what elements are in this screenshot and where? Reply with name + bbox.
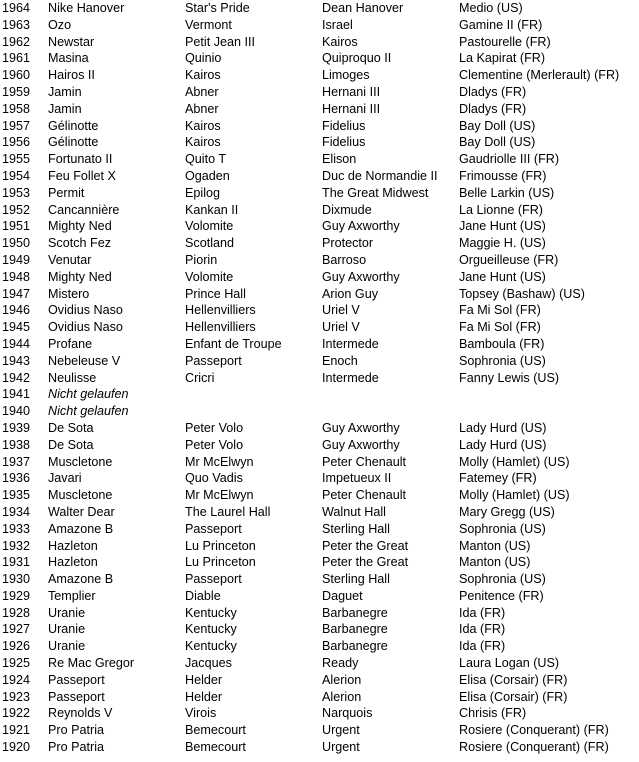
- dam-cell: Hernani III: [322, 101, 381, 116]
- damsire-cell: Bay Doll (US): [459, 118, 536, 133]
- dam-cell: Intermede: [322, 336, 379, 351]
- table-row: [2, 269, 639, 286]
- table-row: [2, 353, 639, 370]
- dam-cell: Arion Guy: [322, 286, 378, 301]
- sire-cell: Enfant de Troupe: [185, 336, 282, 351]
- dam-cell: Peter Chenault: [322, 454, 407, 469]
- winner-cell: Mistero: [48, 286, 90, 301]
- table-row: [2, 437, 639, 454]
- year-cell: 1955: [2, 152, 31, 167]
- sire-cell: Bemecourt: [185, 740, 246, 755]
- dam-cell: Peter the Great: [322, 555, 409, 570]
- dam-cell: Guy Axworthy: [322, 219, 400, 234]
- sire-cell: [185, 403, 322, 420]
- sire-cell: Prince Hall: [185, 286, 246, 301]
- winner-cell: Neulisse: [48, 370, 97, 385]
- dam-cell: Guy Axworthy: [322, 437, 400, 452]
- sire-cell: Kairos: [185, 68, 221, 83]
- damsire-cell: Rosiere (Conquerant) (FR): [459, 723, 609, 738]
- winner-cell: Profane: [48, 336, 93, 351]
- year-cell: 1958: [2, 101, 31, 116]
- table-row: [2, 386, 639, 403]
- dam-cell: Fidelius: [322, 135, 366, 150]
- winners-table: [2, 0, 639, 756]
- table-row: [2, 638, 639, 655]
- winner-cell: Mighty Ned: [48, 269, 112, 284]
- dam-cell: Sterling Hall: [322, 572, 390, 587]
- table-row: [2, 319, 639, 336]
- table-row: [2, 67, 639, 84]
- year-cell: 1930: [2, 572, 31, 587]
- sire-cell: Peter Volo: [185, 437, 244, 452]
- sire-cell: Virois: [185, 706, 217, 721]
- damsire-cell: Frimousse (FR): [459, 168, 547, 183]
- dam-cell: Barroso: [322, 252, 367, 267]
- winner-cell: Walter Dear: [48, 504, 115, 519]
- table-row: [2, 538, 639, 555]
- damsire-cell: Maggie H. (US): [459, 236, 546, 251]
- sire-cell: Passeport: [185, 521, 242, 536]
- dam-cell: Duc de Normandie II: [322, 168, 438, 183]
- damsire-cell: Lady Hurd (US): [459, 437, 547, 452]
- table-row: [2, 722, 639, 739]
- winner-cell: Hazleton: [48, 538, 98, 553]
- year-cell: 1960: [2, 68, 31, 83]
- winner-cell: Gélinotte: [48, 118, 99, 133]
- damsire-cell: Manton (US): [459, 555, 531, 570]
- sire-cell: Cricri: [185, 370, 215, 385]
- sire-cell: Mr McElwyn: [185, 488, 254, 503]
- dam-cell: Barbanegre: [322, 639, 388, 654]
- year-cell: 1935: [2, 488, 31, 503]
- damsire-cell: Fatemey (FR): [459, 471, 537, 486]
- table-row: [2, 705, 639, 722]
- table-row: [2, 403, 639, 420]
- damsire-cell: Chrisis (FR): [459, 706, 527, 721]
- year-cell: 1942: [2, 370, 31, 385]
- winner-cell: Nicht gelaufen: [48, 387, 129, 402]
- damsire-cell: Medio (US): [459, 1, 523, 15]
- sire-cell: Kentucky: [185, 605, 237, 620]
- winner-cell: Masina: [48, 51, 89, 66]
- year-cell: 1923: [2, 689, 31, 704]
- sire-cell: Bemecourt: [185, 723, 246, 738]
- sire-cell: The Laurel Hall: [185, 504, 271, 519]
- damsire-cell: Topsey (Bashaw) (US): [459, 286, 585, 301]
- winner-cell: Ozo: [48, 17, 72, 32]
- winner-cell: Scotch Fez: [48, 236, 111, 251]
- damsire-cell: Pastourelle (FR): [459, 34, 551, 49]
- sire-cell: Kairos: [185, 135, 221, 150]
- sire-cell: Ogaden: [185, 168, 230, 183]
- damsire-cell: Lady Hurd (US): [459, 420, 547, 435]
- table-row: [2, 84, 639, 101]
- table-row: [2, 420, 639, 437]
- damsire-cell: Jane Hunt (US): [459, 219, 546, 234]
- sire-cell: [185, 386, 322, 403]
- dam-cell: Narquois: [322, 706, 373, 721]
- table-row: [2, 621, 639, 638]
- damsire-cell: Sophronia (US): [459, 521, 546, 536]
- sire-cell: Hellenvilliers: [185, 320, 256, 335]
- damsire-cell: Sophronia (US): [459, 353, 546, 368]
- sire-cell: Mr McElwyn: [185, 454, 254, 469]
- year-cell: 1947: [2, 286, 31, 301]
- year-cell: 1962: [2, 34, 31, 49]
- year-cell: 1934: [2, 504, 31, 519]
- winner-cell: Gélinotte: [48, 135, 99, 150]
- dam-cell: The Great Midwest: [322, 185, 429, 200]
- dam-cell: Urgent: [322, 723, 360, 738]
- winner-cell: Cancannière: [48, 202, 120, 217]
- winner-cell: Amazone B: [48, 521, 114, 536]
- dam-cell: Enoch: [322, 353, 358, 368]
- winner-cell: Ovidius Naso: [48, 303, 123, 318]
- table-row: [2, 571, 639, 588]
- winner-cell: Venutar: [48, 252, 92, 267]
- dam-cell: Quiproquo II: [322, 51, 392, 66]
- dam-cell: Alerion: [322, 672, 362, 687]
- table-row: [2, 252, 639, 269]
- damsire-cell: La Lionne (FR): [459, 202, 543, 217]
- dam-cell: Barbanegre: [322, 622, 388, 637]
- sire-cell: Petit Jean III: [185, 34, 256, 49]
- winner-cell: Muscletone: [48, 454, 113, 469]
- table-row: [2, 302, 639, 319]
- damsire-cell: Laura Logan (US): [459, 656, 560, 671]
- damsire-cell: Manton (US): [459, 538, 531, 553]
- year-cell: 1945: [2, 320, 31, 335]
- year-cell: 1944: [2, 336, 31, 351]
- sire-cell: Quito T: [185, 152, 227, 167]
- sire-cell: Abner: [185, 101, 219, 116]
- winner-cell: Jamin: [48, 101, 82, 116]
- year-cell: 1927: [2, 622, 31, 637]
- year-cell: 1938: [2, 437, 31, 452]
- table-row: [2, 655, 639, 672]
- table-row: [2, 672, 639, 689]
- sire-cell: Lu Princeton: [185, 538, 256, 553]
- winner-cell: Uranie: [48, 639, 86, 654]
- year-cell: 1928: [2, 605, 31, 620]
- table-row: [2, 34, 639, 51]
- year-cell: 1936: [2, 471, 31, 486]
- sire-cell: Peter Volo: [185, 420, 244, 435]
- winner-cell: Newstar: [48, 34, 95, 49]
- table-row: [2, 101, 639, 118]
- dam-cell: Dean Hanover: [322, 1, 404, 15]
- table-row: [2, 17, 639, 34]
- sire-cell: Epilog: [185, 185, 221, 200]
- winner-cell: Passeport: [48, 689, 105, 704]
- table-row: [2, 470, 639, 487]
- damsire-cell: Dladys (FR): [459, 84, 527, 99]
- table-row: [2, 202, 639, 219]
- table-row: [2, 689, 639, 706]
- damsire-cell: [459, 386, 639, 403]
- damsire-cell: Clementine (Merlerault) (FR): [459, 68, 620, 83]
- table-row: [2, 454, 639, 471]
- winner-cell: Javari: [48, 471, 82, 486]
- year-cell: 1939: [2, 420, 31, 435]
- winner-cell: Reynolds V: [48, 706, 113, 721]
- table-row: [2, 134, 639, 151]
- dam-cell: Intermede: [322, 370, 379, 385]
- damsire-cell: Gaudriolle III (FR): [459, 152, 560, 167]
- year-cell: 1940: [2, 404, 31, 419]
- damsire-cell: [459, 403, 639, 420]
- table-row: [2, 554, 639, 571]
- table-row: [2, 739, 639, 756]
- winner-cell: Nike Hanover: [48, 1, 125, 15]
- dam-cell: Uriel V: [322, 320, 360, 335]
- dam-cell: Elison: [322, 152, 357, 167]
- dam-cell: Peter Chenault: [322, 488, 407, 503]
- table-row: [2, 235, 639, 252]
- table-row: [2, 168, 639, 185]
- sire-cell: Kairos: [185, 118, 221, 133]
- damsire-cell: Bay Doll (US): [459, 135, 536, 150]
- sire-cell: Lu Princeton: [185, 555, 256, 570]
- damsire-cell: Orgueilleuse (FR): [459, 252, 559, 267]
- sire-cell: Helder: [185, 689, 223, 704]
- table-row: [2, 185, 639, 202]
- damsire-cell: Belle Larkin (US): [459, 185, 555, 200]
- year-cell: 1951: [2, 219, 31, 234]
- year-cell: 1946: [2, 303, 31, 318]
- sire-cell: Diable: [185, 588, 221, 603]
- dam-cell: Israel: [322, 17, 353, 32]
- damsire-cell: Gamine II (FR): [459, 17, 543, 32]
- sire-cell: Vermont: [185, 17, 232, 32]
- winner-cell: Hairos II: [48, 68, 95, 83]
- table-row: [2, 588, 639, 605]
- sire-cell: Quo Vadis: [185, 471, 243, 486]
- year-cell: 1941: [2, 387, 31, 402]
- year-cell: 1950: [2, 236, 31, 251]
- sire-cell: Volomite: [185, 219, 234, 234]
- year-cell: 1964: [2, 1, 31, 15]
- winner-cell: Templier: [48, 588, 96, 603]
- sire-cell: Kankan II: [185, 202, 239, 217]
- sire-cell: Hellenvilliers: [185, 303, 256, 318]
- winners-table-body: [2, 0, 639, 756]
- winner-cell: De Sota: [48, 437, 94, 452]
- damsire-cell: Bamboula (FR): [459, 336, 545, 351]
- table-row: [2, 521, 639, 538]
- damsire-cell: Molly (Hamlet) (US): [459, 454, 570, 469]
- year-cell: 1952: [2, 202, 31, 217]
- winner-cell: Permit: [48, 185, 85, 200]
- year-cell: 1948: [2, 269, 31, 284]
- table-row: [2, 286, 639, 303]
- year-cell: 1932: [2, 538, 31, 553]
- year-cell: 1924: [2, 672, 31, 687]
- winner-cell: Uranie: [48, 605, 86, 620]
- dam-cell: Protector: [322, 236, 374, 251]
- sire-cell: Scotland: [185, 236, 235, 251]
- sire-cell: Kentucky: [185, 622, 237, 637]
- dam-cell: Fidelius: [322, 118, 366, 133]
- sire-cell: Piorin: [185, 252, 218, 267]
- damsire-cell: La Kapirat (FR): [459, 51, 546, 66]
- damsire-cell: Mary Gregg (US): [459, 504, 555, 519]
- sire-cell: Volomite: [185, 269, 234, 284]
- winner-cell: De Sota: [48, 420, 94, 435]
- year-cell: 1963: [2, 17, 31, 32]
- table-row: [2, 370, 639, 387]
- year-cell: 1931: [2, 555, 31, 570]
- table-row: [2, 487, 639, 504]
- year-cell: 1933: [2, 521, 31, 536]
- sire-cell: Passeport: [185, 572, 242, 587]
- winner-cell: Nicht gelaufen: [48, 404, 129, 419]
- damsire-cell: Ida (FR): [459, 639, 506, 654]
- dam-cell: Limoges: [322, 68, 370, 83]
- winner-cell: Nebeleuse V: [48, 353, 121, 368]
- sire-cell: Jacques: [185, 656, 232, 671]
- year-cell: 1961: [2, 51, 31, 66]
- table-row: [2, 336, 639, 353]
- winner-cell: Amazone B: [48, 572, 114, 587]
- year-cell: 1957: [2, 118, 31, 133]
- damsire-cell: Jane Hunt (US): [459, 269, 546, 284]
- winner-cell: Passeport: [48, 672, 105, 687]
- dam-cell: Walnut Hall: [322, 504, 386, 519]
- year-cell: 1949: [2, 252, 31, 267]
- dam-cell: Impetueux II: [322, 471, 392, 486]
- winner-cell: Re Mac Gregor: [48, 656, 135, 671]
- dam-cell: Hernani III: [322, 84, 381, 99]
- dam-cell: Uriel V: [322, 303, 360, 318]
- year-cell: 1943: [2, 353, 31, 368]
- table-row: [2, 118, 639, 135]
- winner-cell: Pro Patria: [48, 723, 104, 738]
- dam-cell: Urgent: [322, 740, 360, 755]
- dam-cell: Sterling Hall: [322, 521, 390, 536]
- damsire-cell: Sophronia (US): [459, 572, 546, 587]
- damsire-cell: Dladys (FR): [459, 101, 527, 116]
- sire-cell: Star's Pride: [185, 1, 250, 15]
- table-row: [2, 504, 639, 521]
- table-row: [2, 50, 639, 67]
- dam-cell: [322, 403, 459, 420]
- damsire-cell: Ida (FR): [459, 605, 506, 620]
- damsire-cell: Rosiere (Conquerant) (FR): [459, 740, 609, 755]
- winner-cell: Jamin: [48, 84, 82, 99]
- damsire-cell: Fanny Lewis (US): [459, 370, 560, 385]
- damsire-cell: Fa Mi Sol (FR): [459, 320, 541, 335]
- table-row: [2, 218, 639, 235]
- dam-cell: Kairos: [322, 34, 358, 49]
- winner-cell: Pro Patria: [48, 740, 104, 755]
- winner-cell: Feu Follet X: [48, 168, 116, 183]
- damsire-cell: Elisa (Corsair) (FR): [459, 672, 568, 687]
- year-cell: 1921: [2, 723, 31, 738]
- sire-cell: Passeport: [185, 353, 242, 368]
- year-cell: 1959: [2, 84, 31, 99]
- year-cell: 1922: [2, 706, 31, 721]
- dam-cell: Guy Axworthy: [322, 420, 400, 435]
- year-cell: 1953: [2, 185, 31, 200]
- winner-cell: Mighty Ned: [48, 219, 112, 234]
- year-cell: 1920: [2, 740, 31, 755]
- winner-cell: Hazleton: [48, 555, 98, 570]
- year-cell: 1929: [2, 588, 31, 603]
- year-cell: 1937: [2, 454, 31, 469]
- damsire-cell: Elisa (Corsair) (FR): [459, 689, 568, 704]
- damsire-cell: Molly (Hamlet) (US): [459, 488, 570, 503]
- table-row: [2, 0, 639, 17]
- dam-cell: Dixmude: [322, 202, 372, 217]
- winner-cell: Muscletone: [48, 488, 113, 503]
- damsire-cell: Penitence (FR): [459, 588, 544, 603]
- table-row: [2, 151, 639, 168]
- sire-cell: Helder: [185, 672, 223, 687]
- winner-cell: Uranie: [48, 622, 86, 637]
- dam-cell: Barbanegre: [322, 605, 388, 620]
- dam-cell: Alerion: [322, 689, 362, 704]
- damsire-cell: Ida (FR): [459, 622, 506, 637]
- year-cell: 1956: [2, 135, 31, 150]
- sire-cell: Abner: [185, 84, 219, 99]
- dam-cell: Daguet: [322, 588, 363, 603]
- damsire-cell: Fa Mi Sol (FR): [459, 303, 541, 318]
- year-cell: 1925: [2, 656, 31, 671]
- dam-cell: Ready: [322, 656, 359, 671]
- table-row: [2, 605, 639, 622]
- dam-cell: [322, 386, 459, 403]
- winner-cell: Fortunato II: [48, 152, 113, 167]
- sire-cell: Kentucky: [185, 639, 237, 654]
- sire-cell: Quinio: [185, 51, 222, 66]
- year-cell: 1954: [2, 168, 31, 183]
- dam-cell: Guy Axworthy: [322, 269, 400, 284]
- winner-cell: Ovidius Naso: [48, 320, 123, 335]
- year-cell: 1926: [2, 639, 31, 654]
- dam-cell: Peter the Great: [322, 538, 409, 553]
